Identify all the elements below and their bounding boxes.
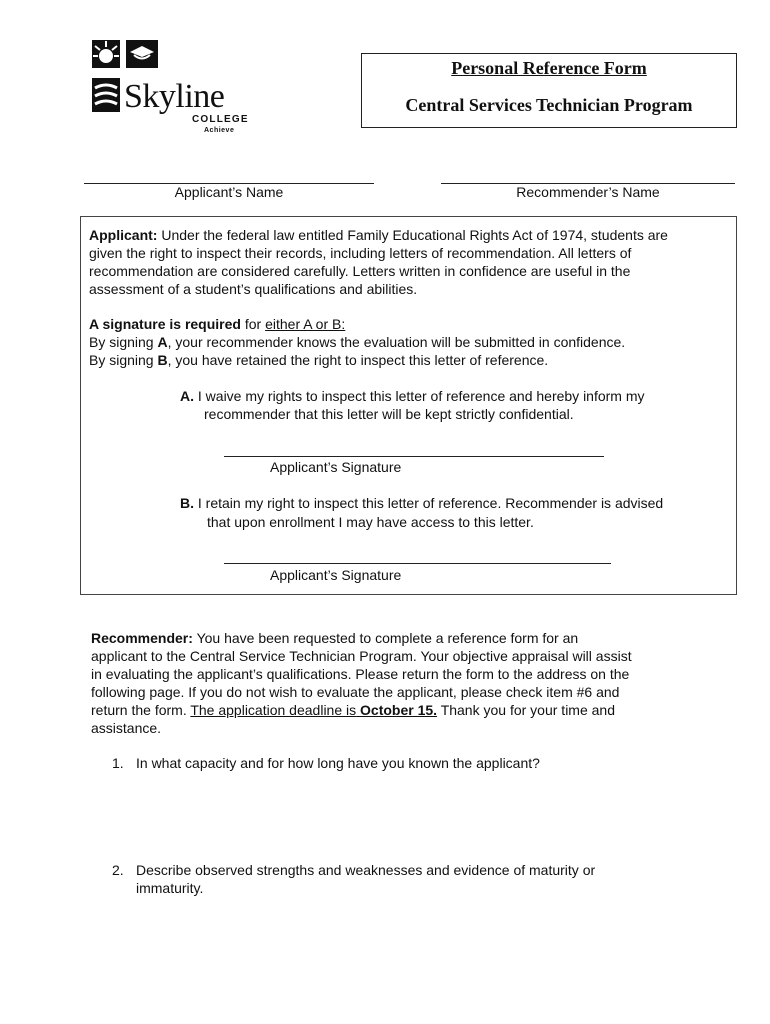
option-b-line1: I retain my right to inspect this letter of reference. Recommender is advised [197,495,664,511]
signing-b-note [89,351,719,369]
signature-b-field[interactable] [224,563,611,564]
question-1-number: 1. [112,755,124,771]
deadline-notice [190,702,437,718]
recommender-text-1: You have been requested to complete a reference form for an [196,630,579,646]
applicant-intro [89,226,694,298]
signing-a-letter: A [157,334,168,350]
signing-a-rest: , your recommender knows the evaluation will be submitted in confidence. [167,334,626,350]
deadline-text: The application deadline is [190,702,357,718]
deadline-date: October 15. [360,702,438,718]
question-2-number: 2. [112,862,124,878]
recommender-name-label: Recommender’s Name [516,184,660,200]
recommender-line-5 [91,701,731,719]
logo-tagline: Achieve [204,127,235,134]
signature-a-field[interactable] [224,456,604,457]
question-2-text: Describe observed strengths and weaknesses and evidence of maturity or [136,862,596,878]
recommender-lead: Recommender: [91,630,193,646]
recommender-line-2: applicant to the Central Service Technician Program. Your objective appraisal will assist [91,648,632,664]
recommender-line-1 [91,629,731,647]
signature-requirement [89,315,709,333]
recommender-text-5-start: return the form. [91,702,187,718]
option-a-line1: I waive my rights to inspect this letter of reference and hereby inform my [197,388,645,404]
question-2-text-cont: immaturity. [136,880,204,896]
option-b [180,494,720,512]
option-b-label: B. [180,495,194,511]
logo-wordmark: Skyline [124,78,225,115]
recommender-text-5-end: Thank you for your time and [440,702,615,718]
signature-b-label: Applicant’s Signature [270,567,402,583]
sig-required-for: for [244,316,262,332]
signing-b-letter: B [157,352,168,368]
option-a [180,387,720,405]
program-title: Central Services Technician Program [405,95,693,115]
option-a-label: A. [180,388,194,404]
recommender-line-6: assistance. [91,720,162,736]
recommender-line-4: following page. If you do not wish to evaluate the applicant, please check item #6 and [91,684,620,700]
logo-college-text: COLLEGE [192,114,249,125]
signing-b-prefix: By signing [89,352,154,368]
applicant-intro-text: Under the federal law entitled Family Educational Rights Act of 1974, students are given the right to inspect their records, including letters of recommendation. All letters of recommendation are considered carefully. Letters written in confidence are useful in the assessment of a student’s qualifications and abilities. [89,227,668,297]
applicant-lead: Applicant: [89,227,158,243]
signing-b-rest: , you have retained the right to inspect this letter of reference. [167,352,549,368]
signing-a-note [89,333,719,351]
sig-required-bold: A signature is required [89,316,241,332]
skyline-college-logo [90,38,250,138]
form-title: Personal Reference Form [451,58,647,78]
signing-a-prefix: By signing [89,334,154,350]
recommender-line-3: in evaluating the applicant’s qualifications. Please return the form to the address on the [91,666,630,682]
sig-required-either: either A or B: [265,316,346,332]
option-b-line2: that upon enrollment I may have access to this letter. [207,514,534,530]
applicant-name-label: Applicant’s Name [174,184,284,200]
signature-a-label: Applicant’s Signature [270,459,402,475]
option-a-line2: recommender that this letter will be kept strictly confidential. [204,406,574,422]
question-1-text: In what capacity and for how long have you known the applicant? [136,755,540,771]
form-title-box [361,53,737,128]
